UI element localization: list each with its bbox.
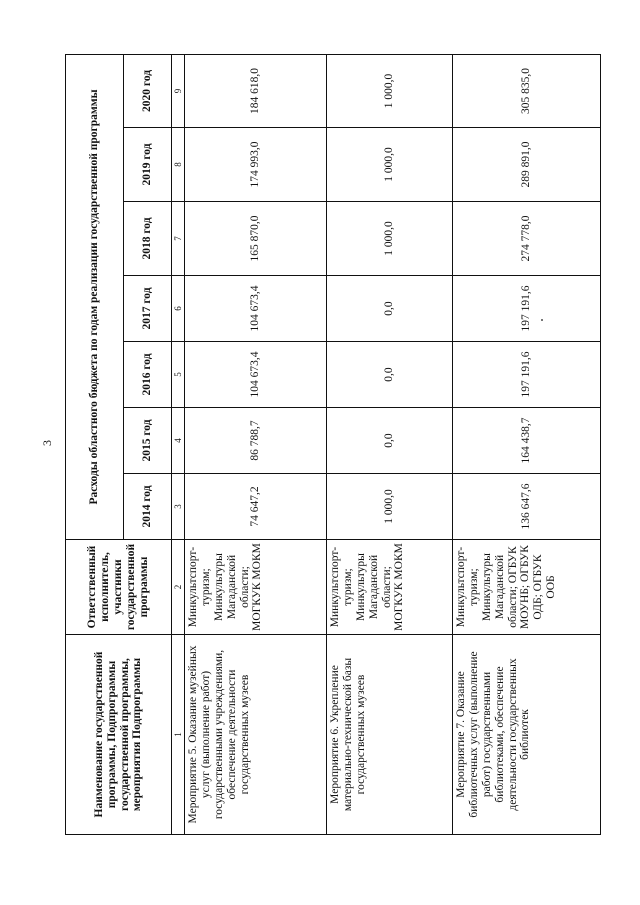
header-name: Наименование государственной программы, Подпрограммы государственной программы, мероприятия Подпрограммы bbox=[66, 635, 172, 835]
year-value: 104 673,4 bbox=[185, 342, 327, 408]
header-executor: Ответственный исполнитель, участники государственной программы bbox=[66, 540, 172, 635]
year-value: 197 191,6 bbox=[453, 342, 601, 408]
header-expenses: Расходы областного бюджета по годам реализации государственной программы bbox=[66, 54, 124, 539]
measure-executor: Минкультспорт-туризм; Минкультуры Магаданской области; МОГКУК МОКМ bbox=[327, 540, 453, 635]
column-number-row bbox=[172, 54, 185, 834]
year-value: 164 438,7 bbox=[453, 408, 601, 474]
header-year: 2014 год bbox=[124, 474, 172, 540]
header-year: 2017 год bbox=[124, 276, 172, 342]
year-value: 0,0 bbox=[327, 342, 453, 408]
column-number: 1 bbox=[172, 635, 185, 835]
measure-executor: Минкультспорт-туризм; Минкультуры Магаданской области; ОГБУК МОУНБ; ОГБУК ОДБ; ОГБУК ООБ bbox=[453, 540, 601, 635]
year-value: 289 891,0 bbox=[453, 128, 601, 202]
year-value: 174 993,0 bbox=[185, 128, 327, 202]
year-value: 0,0 bbox=[327, 408, 453, 474]
header-year: 2016 год bbox=[124, 342, 172, 408]
year-value: 197 191,6 bbox=[453, 276, 601, 342]
year-value: 74 647,2 bbox=[185, 474, 327, 540]
page-number: 3 bbox=[40, 440, 54, 446]
column-number: 2 bbox=[172, 540, 185, 635]
rotated-table-container bbox=[65, 55, 600, 835]
header-row-top bbox=[66, 54, 124, 834]
table-row bbox=[327, 54, 453, 834]
column-number: 5 bbox=[172, 342, 185, 408]
table-row bbox=[453, 54, 601, 834]
year-value: 184 618,0 bbox=[185, 54, 327, 127]
measure-executor: Минкультспорт-туризм; Минкультуры Магаданской области; МОГКУК МОКМ bbox=[185, 540, 327, 635]
year-value: 1 000,0 bbox=[327, 128, 453, 202]
header-year: 2018 год bbox=[124, 202, 172, 276]
column-number: 3 bbox=[172, 474, 185, 540]
year-value: 0,0 bbox=[327, 276, 453, 342]
year-value: 1 000,0 bbox=[327, 54, 453, 127]
column-number: 6 bbox=[172, 276, 185, 342]
year-value: 86 788,7 bbox=[185, 408, 327, 474]
column-number: 8 bbox=[172, 128, 185, 202]
year-value: 1 000,0 bbox=[327, 202, 453, 276]
year-value: 136 647,6 bbox=[453, 474, 601, 540]
header-year: 2015 год bbox=[124, 408, 172, 474]
header-year: 2020 год bbox=[124, 54, 172, 127]
year-value: 274 778,0 bbox=[453, 202, 601, 276]
measure-name: Мероприятие 6. Укрепление материально-технической базы государственных музеев bbox=[327, 635, 453, 835]
year-value: 104 673,4 bbox=[185, 276, 327, 342]
year-value: 305 835,0 bbox=[453, 54, 601, 127]
measure-name: Мероприятие 5. Оказание музейных услуг (выполнение работ) государственными учреждениями, обеспечение деятельности государственных музеев bbox=[185, 635, 327, 835]
measure-name: Мероприятие 7. Оказание библиотечных услуг (выполнение работ) государственными библиотеками, обеспечение деятельности государственных библиотек bbox=[453, 635, 601, 835]
column-number: 7 bbox=[172, 202, 185, 276]
column-number: 9 bbox=[172, 54, 185, 127]
table-row bbox=[185, 54, 327, 834]
year-value: 165 870,0 bbox=[185, 202, 327, 276]
column-number: 4 bbox=[172, 408, 185, 474]
header-year: 2019 год bbox=[124, 128, 172, 202]
budget-table bbox=[65, 54, 601, 835]
year-value: 1 000,0 bbox=[327, 474, 453, 540]
